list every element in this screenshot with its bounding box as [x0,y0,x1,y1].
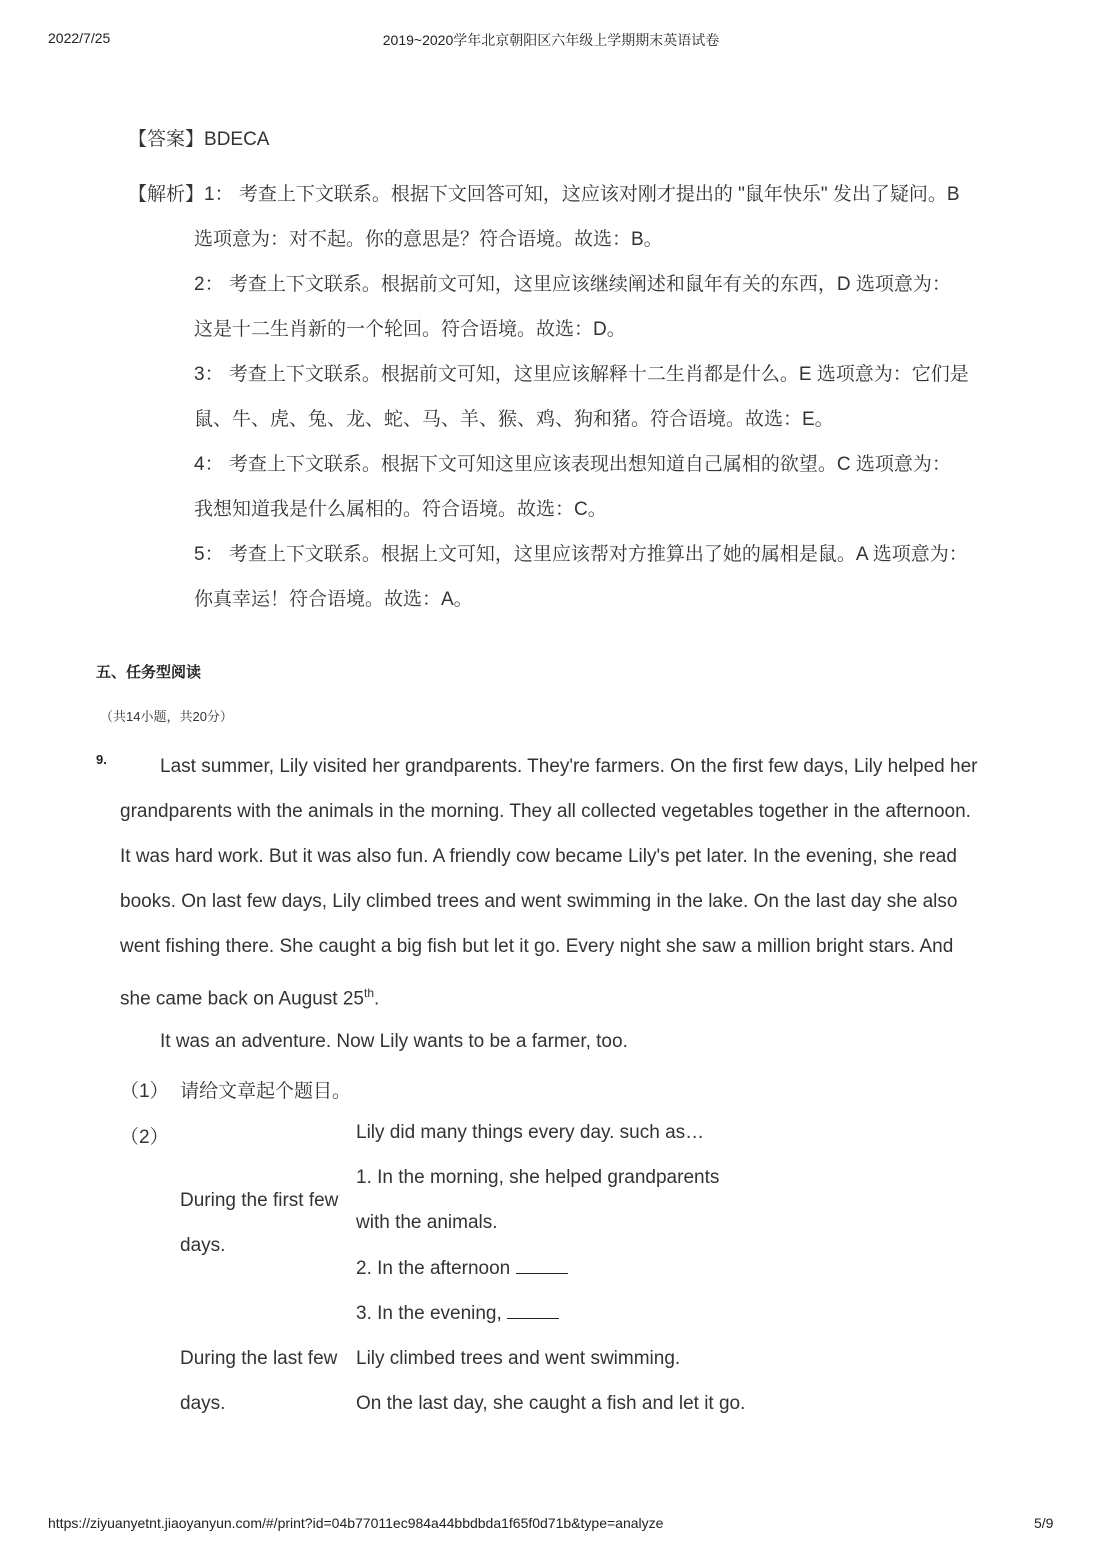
print-date: 2022/7/25 [48,30,111,46]
section-meta: （共14小题，共20分） [100,709,233,724]
last-days-item-1: Lily climbed trees and went swimming. [356,1348,681,1369]
sub-question-1-text: 请给文章起个题目。 [180,1081,352,1102]
analysis-line-5: 3： 考查上下文联系。根据前文可知，这里应该解释十二生肖都是什么。E 选项意为：它们是 [194,364,969,385]
last-days-label-2: days. [180,1393,226,1414]
answer-blank-evening[interactable] [507,1302,559,1319]
analysis-line-1 [128,179,960,206]
question-number: 9. [96,752,107,767]
table-header-right: Lily did many things every day. such as… [356,1122,705,1143]
superscript-th: th [364,986,375,1000]
passage-line-5: went fishing there. She caught a big fish but let it go. Every night she saw a million bright stars. And [120,936,954,957]
analysis-label: 【解析】 [128,184,205,205]
first-days-label-1: During the first few [180,1190,339,1211]
passage-paragraph-2: It was an adventure. Now Lily wants to be a farmer, too. [160,1031,628,1052]
passage-line-4: books. On last few days, Lily climbed trees and went swimming in the lake. On the last day she also [120,891,958,912]
analysis-line-10: 你真幸运！符合语境。故选：A。 [194,589,473,610]
sub-question-2-number: （2） [120,1127,169,1148]
passage-line-6-end: . [374,988,380,1010]
page-title: 2019~2020学年北京朝阳区六年级上学期期末英语试卷 [382,32,720,48]
passage-line-6-text: she came back on August 25 [120,988,364,1010]
answer-line [128,124,269,151]
first-days-item-2-text: 2. In the afternoon [356,1258,511,1279]
section-title: 五、任务型阅读 [96,664,202,681]
first-days-item-1: 1. In the morning, she helped grandparents [356,1167,720,1188]
analysis-line-6: 鼠、牛、虎、兔、龙、蛇、马、羊、猴、鸡、狗和猪。符合语境。故选：E。 [194,409,834,430]
analysis-line-9: 5： 考查上下文联系。根据上文可知，这里应该帮对方推算出了她的属相是鼠。A 选项意为： [194,544,968,565]
passage-line-3: It was hard work. But it was also fun. A friendly cow became Lily's pet later. In the evening, she read [120,846,957,867]
page-number: 5/9 [1034,1515,1054,1531]
first-days-item-2 [356,1257,568,1280]
answer-value: BDECA [204,129,270,150]
analysis-line-2: 选项意为：对不起。你的意思是？符合语境。故选：B。 [194,229,663,250]
first-days-item-3-text: 3. In the evening, [356,1303,502,1324]
footer-url[interactable]: https://ziyuanyetnt.jiaoyanyun.com/#/print?id=04b77011ec984a44bbdbda1f65f0d71b&type=analyze [48,1515,664,1531]
first-days-label-2: days. [180,1235,226,1256]
analysis-text: 1： 考查上下文联系。根据下文回答可知，这应该对刚才提出的 "鼠年快乐" 发出了疑问。B [204,184,960,205]
first-days-item-1b: with the animals. [356,1212,498,1233]
passage-line-6 [120,986,379,1010]
sub-question-1-number: （1） [120,1081,169,1102]
analysis-line-3: 2： 考查上下文联系。根据前文可知，这里应该继续阐述和鼠年有关的东西，D 选项意为： [194,274,951,295]
first-days-item-3 [356,1302,559,1325]
last-days-item-2: On the last day, she caught a fish and let it go. [356,1393,746,1414]
analysis-line-7: 4： 考查上下文联系。根据下文可知这里应该表现出想知道自己属相的欲望。C 选项意为： [194,454,951,475]
analysis-line-8: 我想知道我是什么属相的。符合语境。故选：C。 [194,499,607,520]
answer-label: 【答案】 [128,129,205,150]
passage-line-1: Last summer, Lily visited her grandparents. They're farmers. On the first few days, Lily helped her [160,756,978,777]
answer-blank-afternoon[interactable] [516,1257,568,1274]
passage-line-2: grandparents with the animals in the morning. They all collected vegetables together in the afternoon. [120,801,971,822]
last-days-label-1: During the last few [180,1348,338,1369]
analysis-line-4: 这是十二生肖新的一个轮回。符合语境。故选：D。 [194,319,626,340]
